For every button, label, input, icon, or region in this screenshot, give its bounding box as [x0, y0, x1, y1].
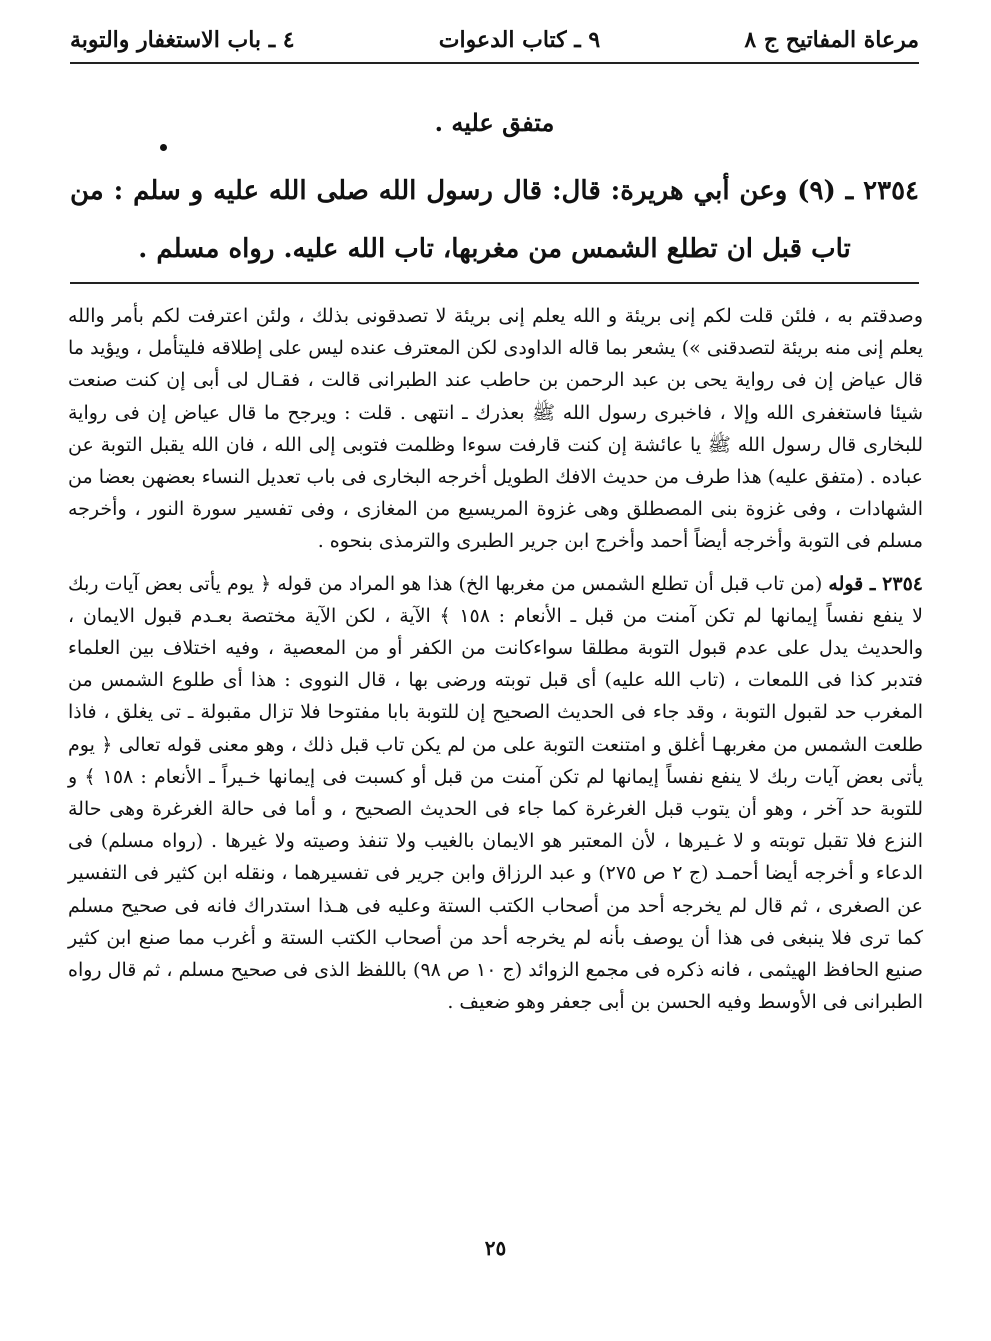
commentary-paragraph-2 — [68, 568, 923, 1019]
muttafaq-alayh-line: متفق عليه . — [434, 108, 555, 137]
commentary-paragraph-2-lead: ٢٣٥٤ ـ قوله — [828, 572, 923, 595]
header-book-chapter: ٩ ـ كتاب الدعوات — [438, 27, 601, 53]
commentary-paragraph-2-body: (من تاب قبل أن تطلع الشمس من مغربها الخ) هذا هو المراد من قوله ﴿ يوم يأتى بعض آيات ربك لا ينفع نفساً إيمانها لم تكن آمنت من قبل ـ الأنعام : ١٥٨ ﴾ الآية ، لكن الآية مختصة بعـدم قبول الايمان ، والحديث يدل على عدم قبول التوبة مطلقا سواءكانت من الكفر أو من المعصية ، وفيه اختلاف بين العلماء فتدبر كذا فى اللمعات ، (تاب الله عليه) أى قبل توبته ورضى بها ، قال النووى : هذا أى طلوع الشمس من المغرب حد لقبول التوبة ، وقد جاء فى الحديث الصحيح إن للتوبة بابا مفتوحا فلا تزال مقبولة ـ تى يغلق ، فاذا طلعت الشمس من مغربهـا أغلق و امتنعت التوبة على من لم يكن تاب قبل ذلك ، وهو معنى قوله تعالى ﴿ يوم يأتى بعض آيات ربك لا ينفع نفساً إيمانها لم تكن آمنت من قبل أو كسبت فى إيمانها خـيراً ـ الأنعام : ١٥٨ ﴾ و للتوبة حد آخر ، وهو أن يتوب قبل الغرغرة كما جاء فى الحديث الصحيح ، و أما فى حالة الغرغرة وهى حالة النزع فلا تقبل توبته و لا غـيرها ، لأن المعتبر هو الايمان بالغيب ولا تنفذ وصيته ولا غيرها . (رواه مسلم) فى الدعاء و أخرجه أيضا أحمـد (ج ٢ ص ٢٧٥) و عبد الرزاق وابن جرير فى تفسيرهما ، ونقله ابن كثير فى التفسير عن الصغرى ، ثم قال لم يخرجه أحد من أصحاب الكتب الستة وعليه فى هـذا استدراك فانه فى صحيح مسلم كما ترى فلا ينبغى فى هذا أن يوصف بأنه لم يخرجه أحد من أصحاب الكتب الستة و أغرب مما صنع ابن كثير صنيع الحافظ الهيثمى ، فانه ذكره فى مجمع الزوائد (ج ١٠ ص ٩٨) باللفظ الذى فى صحيح مسلم ، ثم قال رواه الطبرانى فى الأوسط وفيه الحسن بن أبى جعفر وهو ضعيف . — [68, 572, 923, 1014]
section-divider — [70, 282, 919, 284]
running-header — [70, 22, 919, 58]
header-divider — [70, 62, 919, 64]
hadith-text: ٢٣٥٤ ـ (٩) وعن أبي هريرة: قال: قال رسول الله صلى الله عليه و سلم : من تاب قبل ان تطلع الشمس من مغربها، تاب الله عليه. رواه مسلم . — [70, 176, 919, 264]
header-section: ٤ ـ باب الاستغفار والتوبة — [70, 27, 295, 53]
header-book-volume: مرعاة المفاتيح ج ٨ — [744, 27, 919, 53]
ink-dot — [160, 144, 167, 151]
page-number: ٢٥ — [484, 1236, 507, 1260]
commentary-paragraph-1: وصدقتم به ، فلئن قلت لكم إنى بريئة و الله يعلم إنى بريئة لا تصدقونى بذلك ، ولئن اعترفت لكم بأمر والله يعلم إنى منه بريئة لتصدقنى ») يشعر بما قاله الداودى لكن المعترف عنده ليس على إطلاقه فليتأمل ، ويؤيد ما قال عياض إن فى رواية يحى بن عبد الرحمن بن حاطب عند الطبرانى قالت ، فقـال لى أبى إن كنت صنعت شيئا فاستغفرى الله وإلا ، فاخبرى رسول الله ﷺ بعذرك ـ انتهى . قلت : ويرجح ما قال عياض إن فى رواية للبخارى قال رسول الله ﷺ يا عائشة إن كنت قارفت سوءا وظلمت فتوبى إلى الله ، فان الله يقبل التوبة عن عباده . (متفق عليه) هذا طرف من حديث الافك الطويل أخرجه البخارى فى باب تعديل النساء بعضهن بعضا من الشهادات ، وفى غزوة بنى المصطلق وهى غزوة المريسيع من المغازى ، وفى تفسير سورة النور ، وأخرجه مسلم فى التوبة وأخرجه أيضاً أحمد وأخرج ابن جرير الطبرى والترمذى بنحوه . — [68, 305, 923, 553]
commentary-block — [68, 300, 923, 1018]
